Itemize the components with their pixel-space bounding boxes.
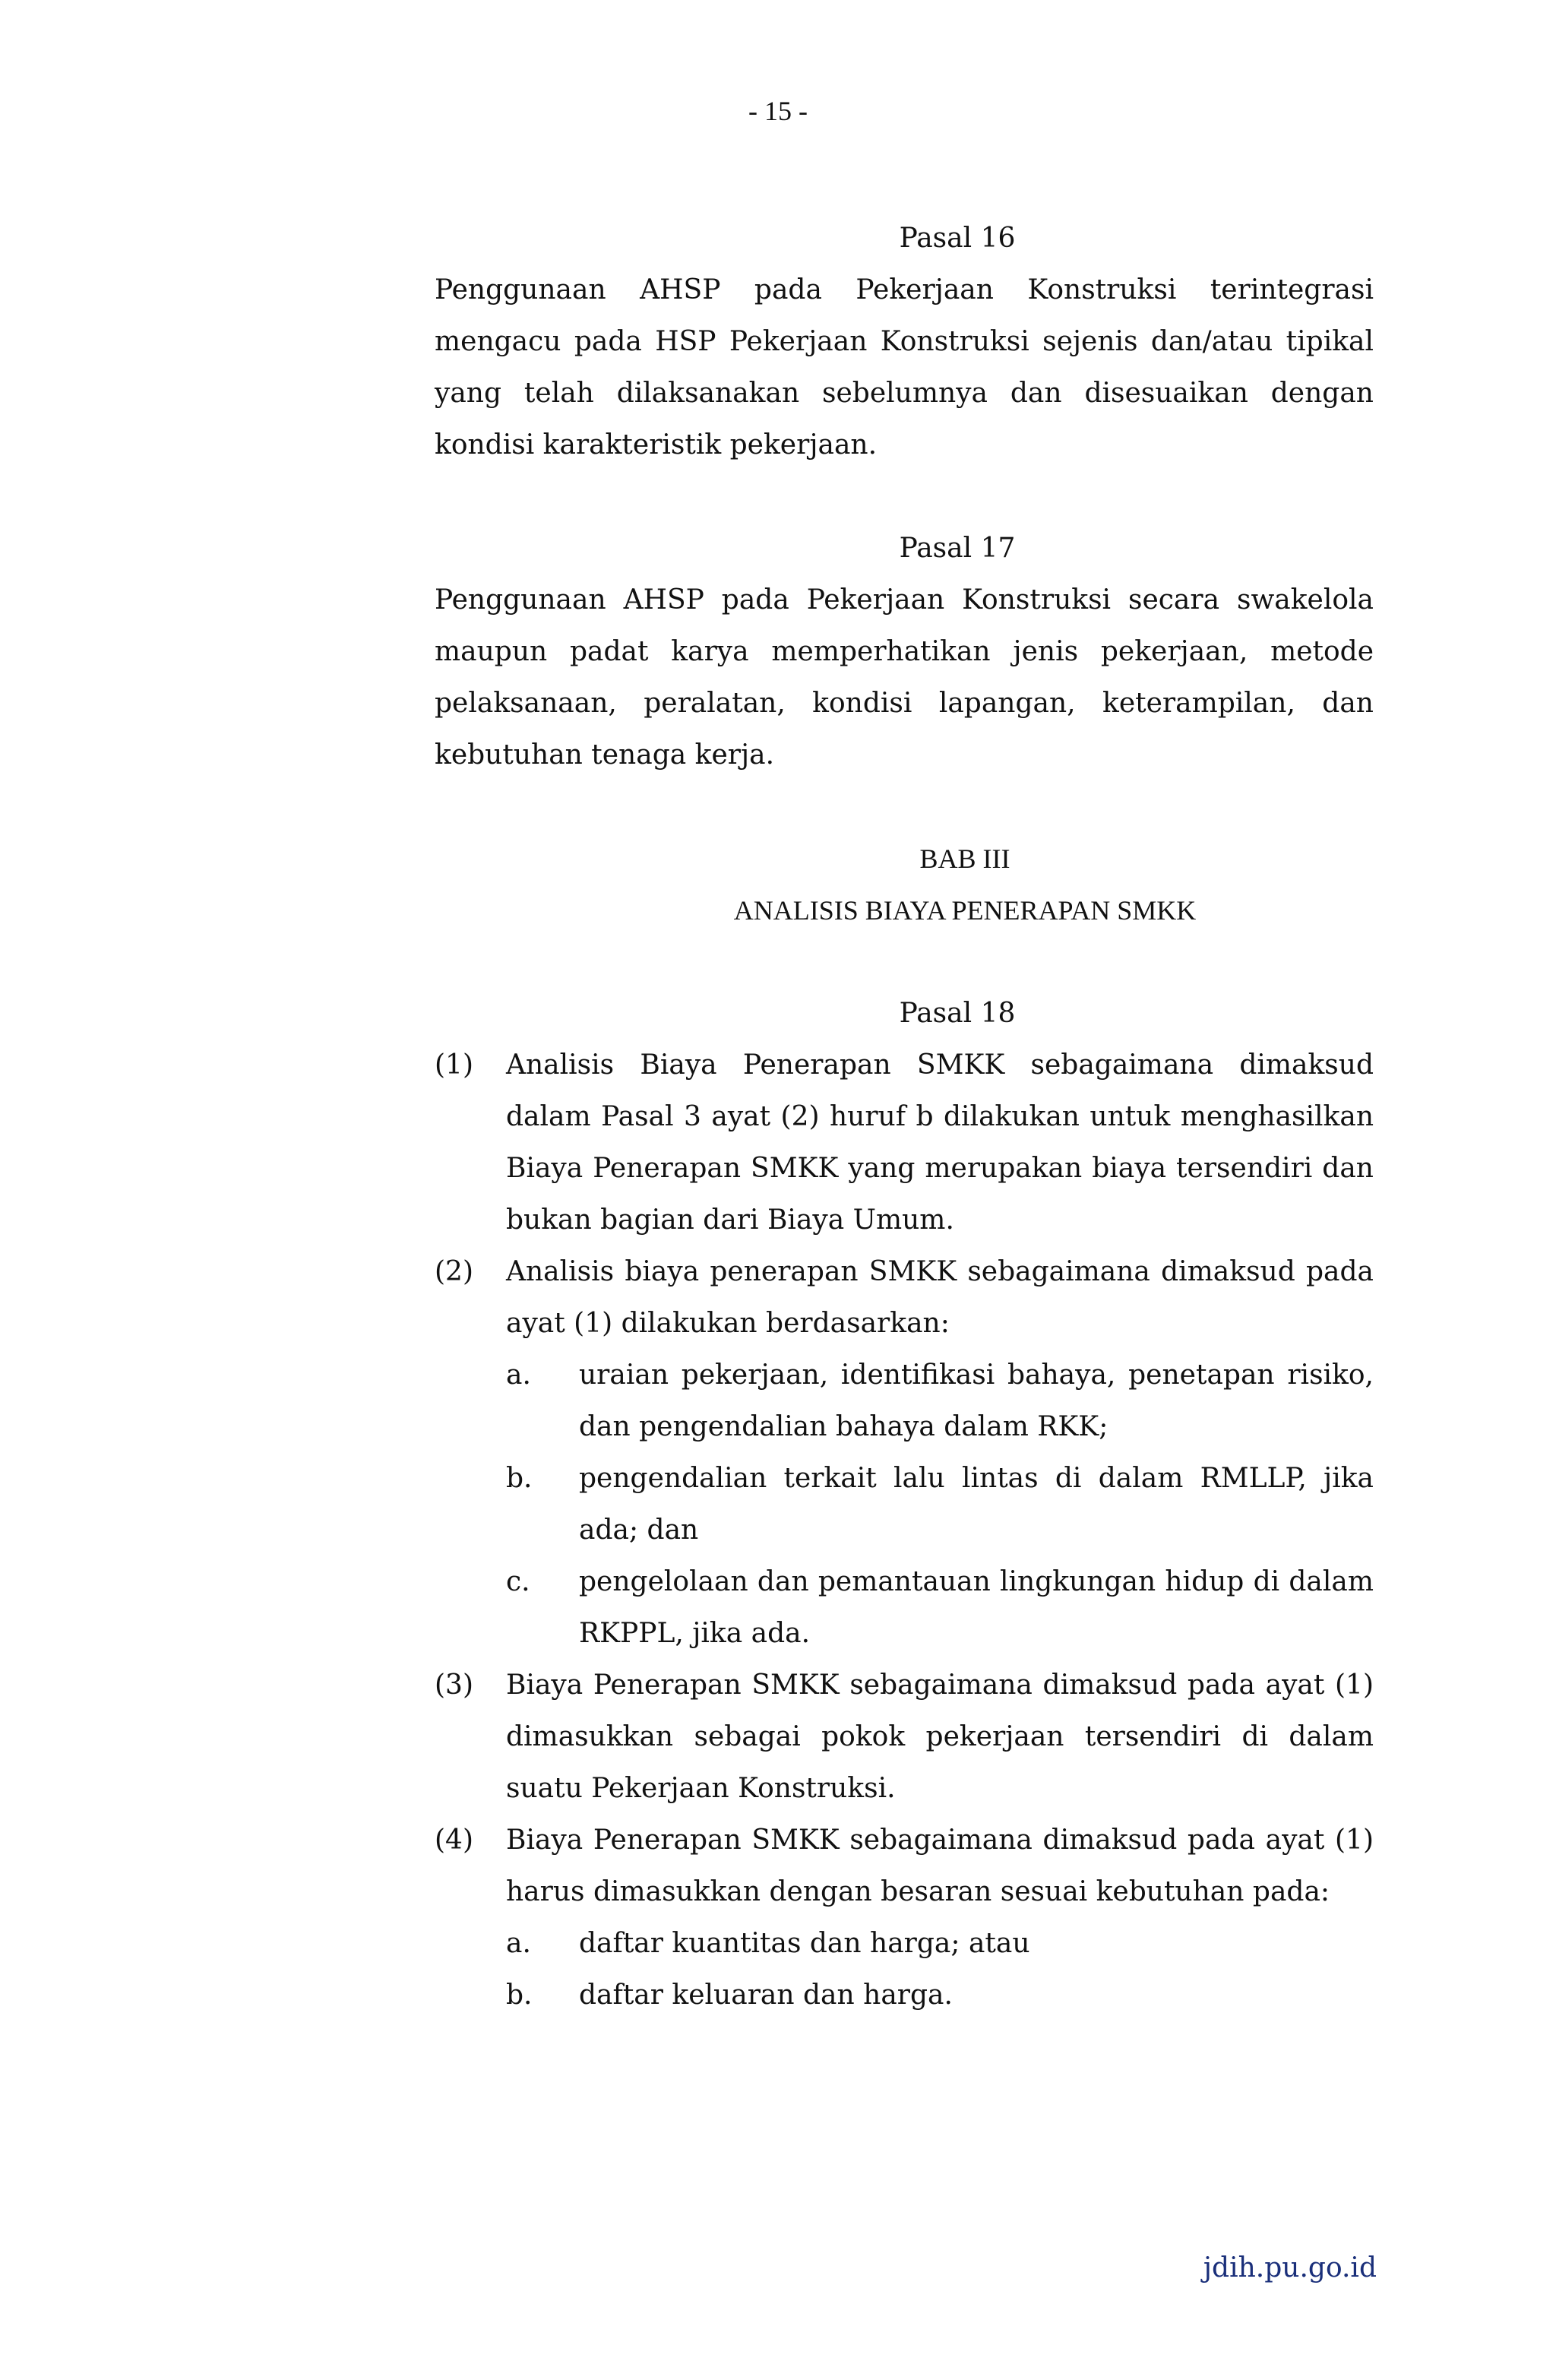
ayat-number: (3) [435, 1669, 473, 1701]
ayat-2 [435, 1246, 1374, 1350]
pasal-17-text: Penggunaan AHSP pada Pekerjaan Konstruksi secara swakelola maupun padat karya memperhatikan jenis pekerjaan, metode pelaksanaan, peralatan, kondisi lapangan, keterampilan, dan kebutuhan tenaga kerja. [435, 584, 1374, 771]
huruf-label: c. [506, 1566, 530, 1597]
ayat-text: Analisis Biaya Penerapan SMKK sebagaimana dimaksud dalam Pasal 3 ayat (2) huruf b dilakukan untuk menghasilkan Biaya Penerapan SMKK yang merupakan biaya tersendiri dan bukan bagian dari Biaya Umum. [506, 1049, 1374, 1236]
ayat-number: (2) [435, 1256, 473, 1287]
page-number: - 15 - [748, 96, 808, 126]
pasal-16-heading: Pasal 16 [899, 223, 1016, 254]
bab-number: BAB III [919, 843, 1010, 874]
huruf-text: uraian pekerjaan, identifikasi bahaya, penetapan risiko, dan pengendalian bahaya dalam RKK; [579, 1359, 1374, 1442]
huruf-text: daftar kuantitas dan harga; atau [579, 1928, 1030, 1959]
huruf-label: b. [506, 1463, 533, 1494]
ayat-text: Biaya Penerapan SMKK sebagaimana dimaksud pada ayat (1) dimasukkan sebagai pokok pekerjaan tersendiri di dalam suatu Pekerjaan Konstruksi. [506, 1669, 1374, 1804]
ayat-4-item-a [435, 1918, 1374, 1970]
pasal-16-section [435, 213, 1374, 471]
huruf-text: pengendalian terkait lalu lintas di dalam RMLLP, jika ada; dan [579, 1463, 1374, 1546]
huruf-label: a. [506, 1928, 531, 1959]
ayat-4 [435, 1815, 1374, 1918]
ayat-number: (4) [435, 1825, 473, 1856]
pasal-16-text: Penggunaan AHSP pada Pekerjaan Konstruksi terintegrasi mengacu pada HSP Pekerjaan Konstruksi sejenis dan/atau tipikal yang telah dilaksanakan sebelumnya dan disesuaikan dengan kondisi karakteristik pekerjaan. [435, 274, 1374, 460]
huruf-text: pengelolaan dan pemantauan lingkungan hidup di dalam RKPPL, jika ada. [579, 1566, 1374, 1649]
pasal-18-heading: Pasal 18 [899, 998, 1016, 1029]
bab-iii-section [435, 833, 1374, 936]
pasal-17-section [435, 523, 1374, 781]
huruf-text: daftar keluaran dan harga. [579, 1980, 953, 2011]
ayat-number: (1) [435, 1049, 473, 1081]
bab-title: ANALISIS BIAYA PENERAPAN SMKK [733, 895, 1197, 926]
document-body [435, 213, 1374, 2021]
huruf-label: b. [506, 1980, 533, 2011]
ayat-1 [435, 1040, 1374, 1246]
ayat-text: Biaya Penerapan SMKK sebagaimana dimaksud pada ayat (1) harus dimasukkan dengan besaran sesuai kebutuhan pada: [506, 1825, 1374, 1907]
ayat-2-item-a [435, 1350, 1374, 1453]
ayat-text: Analisis biaya penerapan SMKK sebagaimana dimaksud pada ayat (1) dilakukan berdasarkan: [506, 1256, 1374, 1339]
pasal-17-heading: Pasal 17 [899, 533, 1016, 564]
huruf-label: a. [506, 1359, 531, 1391]
pasal-18-section [435, 988, 1374, 2021]
ayat-2-item-b [435, 1453, 1374, 1556]
source-link[interactable]: jdih.pu.go.id [1203, 2252, 1377, 2283]
ayat-3 [435, 1660, 1374, 1815]
ayat-4-item-b [435, 1970, 1374, 2021]
ayat-2-item-c [435, 1556, 1374, 1660]
